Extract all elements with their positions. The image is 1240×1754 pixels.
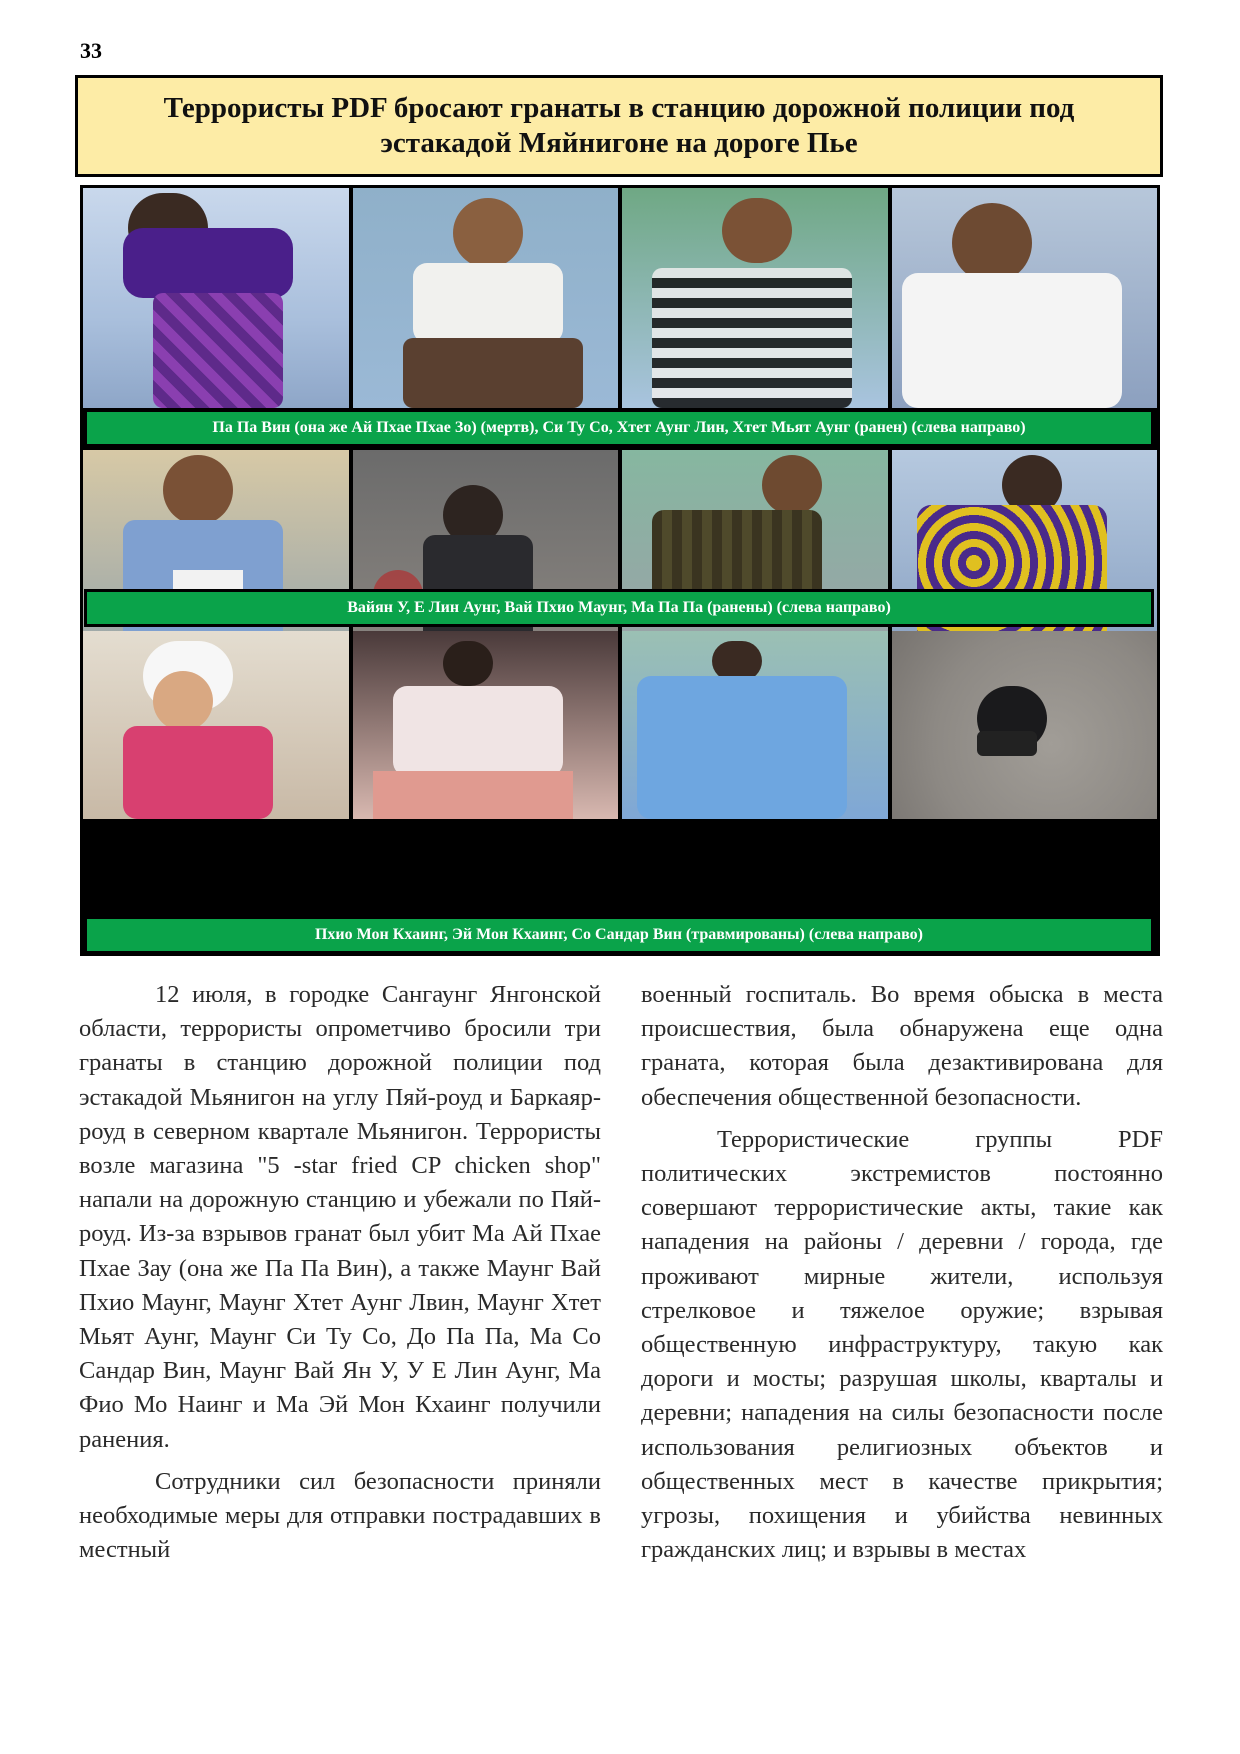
photo-grenade	[892, 631, 1158, 819]
text-column-left	[79, 978, 601, 1575]
paragraph: Сотрудники сил безопасности приняли необходимые меры для отправки пострадавших в местный	[79, 1467, 601, 1564]
article-title: Террористы PDF бросают гранаты в станцию дорожной полиции под эстакадой Мяйнигоне на дороге Пье	[163, 92, 1075, 159]
caption-row-3: Пхио Мон Кхаинг, Эй Мон Кхаинг, Со Сандар Вин (травмированы) (слева направо)	[84, 916, 1154, 954]
photo-victim-4	[892, 188, 1158, 408]
caption-row-1: Па Па Вин (она же Ай Пхае Пхае Зо) (мертв), Си Ту Со, Хтет Аунг Лин, Хтет Мьят Аунг (ранен) (слева направо)	[84, 409, 1154, 447]
title-banner	[75, 75, 1163, 177]
photo-victim-3	[622, 188, 888, 408]
paragraph: 12 июля, в городке Сангаунг Янгонской области, террористы опрометчиво бросили три гранаты в станцию дорожной полиции под эстакадой Мьянигон на углу Пяй-роуд и Баркаяр-роуд в северном квартале Мьянигон. Террористы возле магазина "5 -star fried CP chicken shop" напали на дорожную станцию и убежали по Пяй-роуд. Из-за взрывов гранат был убит Ма Ай Пхае Пхае Зау (она же Па Па Вин), а также Маунг Вай Пхио Маунг, Маунг Хтет Аунг Лвин, Маунг Хтет Мьят Аунг, Маунг Си Ту Со, До Па Па, Ма Со Сандар Вин, Маунг Вай Ян У, У Е Лин Аунг, Ма Фио Мо Наинг и Ма Эй Мон Кхаинг получили ранения.	[79, 981, 601, 1453]
caption-row-2: Вайян У, Е Лин Аунг, Вай Пхио Маунг, Ма Па Па (ранены) (слева направо)	[84, 589, 1154, 627]
paragraph: Террористические группы PDF политических экстремистов постоянно совершают террористические акты, такие как нападения на районы / деревни / города, где проживают мирные жители, используя стрелковое и тяжелое оружие; взрывая общественную инфраструктуру, такую как дороги и мосты; разрушая школы, кварталы и деревни; нападения на силы безопасности после использования религиозных объектов и общественных мест в качестве прикрытия; угрозы, похищения и убийства невинных гражданских лиц; и взрывы в местах	[641, 1125, 1163, 1564]
text-column-right	[641, 978, 1163, 1575]
paragraph: военный госпиталь. Во время обыска в места происшествия, была обнаружена еще одна граната, которая была дезактивирована для обеспечения общественной безопасности.	[641, 981, 1163, 1111]
photo-victim-1	[83, 188, 349, 408]
photo-victim-10	[353, 631, 619, 819]
photo-collage	[80, 185, 1160, 956]
photo-row-1	[83, 188, 1157, 408]
photo-victim-2	[353, 188, 619, 408]
photo-victim-9	[83, 631, 349, 819]
photo-row-3b	[83, 631, 1157, 819]
page-number: 33	[80, 38, 102, 63]
photo-victim-11	[622, 631, 888, 819]
